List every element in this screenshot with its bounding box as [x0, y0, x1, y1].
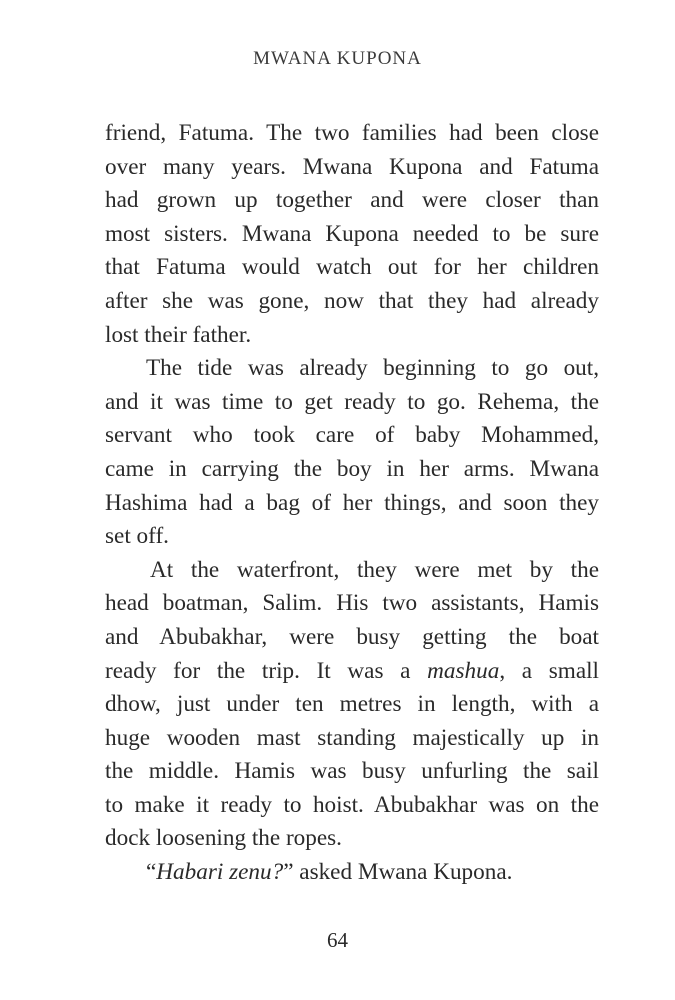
text-line: came in carrying the boy in her arms. Mwana — [105, 455, 599, 482]
text-line — [105, 655, 599, 689]
text-line: huge wooden mast standing majestically up in — [105, 724, 599, 751]
text-fragment: ” asked Mwana Kupona. — [283, 859, 513, 886]
text-line: over many years. Mwana Kupona and Fatuma — [105, 153, 599, 180]
text-line: The tide was already beginning to go out, — [146, 355, 599, 382]
text-line: lost their father. — [105, 321, 252, 348]
page-number: 64 — [327, 928, 348, 952]
text-line: At the waterfront, they were met by the — [150, 556, 599, 583]
text-line: friend, Fatuma. The two families had been close — [105, 120, 599, 146]
open-quote: “ — [146, 859, 157, 886]
text-line: after she was gone, now that they had already — [105, 287, 599, 314]
text-line: had grown up together and were closer than — [105, 187, 599, 214]
text-line: dhow, just under ten metres in length, with a — [105, 691, 599, 718]
text-line: to make it ready to hoist. Abubakhar was on the — [105, 791, 599, 818]
text-fragment: ready for the trip. It was a — [105, 657, 428, 684]
text-line: Hashima had a bag of her things, and soon they — [105, 489, 599, 516]
italic-greeting: Habari zenu? — [156, 859, 284, 886]
text-line: and it was time to get ready to go. Rehema, the — [105, 388, 599, 415]
text-line: and Abubakhar, were busy getting the boat — [105, 623, 599, 650]
text-line: servant who took care of baby Mohammed, — [105, 422, 599, 449]
text-line: head boatman, Salim. His two assistants, Hamis — [105, 590, 599, 617]
text-line: set off. — [105, 523, 169, 550]
text-fragment: , a small — [499, 657, 600, 684]
body-text — [105, 117, 599, 890]
text-line: the middle. Hamis was busy unfurling the sail — [105, 758, 599, 785]
running-head: MWANA KUPONA — [253, 48, 422, 69]
text-line: dock loosening the ropes. — [105, 825, 342, 852]
italic-term: mashua — [427, 657, 500, 684]
text-line: that Fatuma would watch out for her children — [105, 254, 599, 281]
text-line — [105, 856, 599, 890]
text-line: most sisters. Mwana Kupona needed to be sure — [105, 220, 599, 247]
